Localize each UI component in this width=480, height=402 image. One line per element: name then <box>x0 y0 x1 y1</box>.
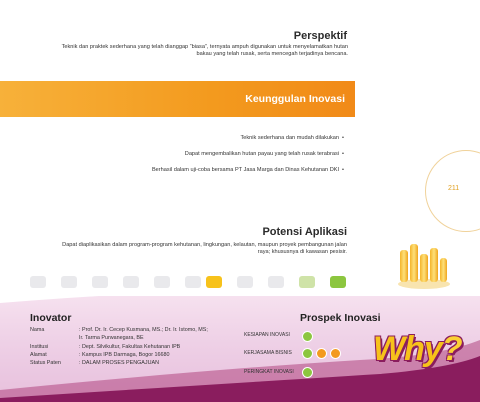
perspektif-text: Teknik dan praktek sederhana yang telah dianggap “biasa”, ternyata ampuh digunakan untuk menyelamatkan hutan bakau yang telah rusak, serta mencegah terjadinya bencana. <box>61 44 348 58</box>
keunggulan-item: Dapat mengembalikan hutan payau yang telah rusak terabrasi • <box>185 151 344 157</box>
prospek-label: KESIAPAN INOVASI <box>244 332 290 338</box>
inovator-label: Alamat <box>30 352 47 358</box>
prospek-title: Prospek Inovasi <box>300 312 381 324</box>
inovator-value: : Kampus IPB Darmaga, Bogor 16680 <box>79 352 170 358</box>
fishery-icon <box>154 276 170 288</box>
keunggulan-item: Berhasil dalam uji-coba bersama PT Jasa Marga dan Dinas Kehutanan DKI • <box>152 167 344 173</box>
perspektif-title: Perspektif <box>293 30 347 42</box>
coastal-icon <box>206 276 222 288</box>
business-icon <box>330 348 341 359</box>
animal-icon <box>92 276 108 288</box>
prospek-label: PERINGKAT INOVASI <box>244 369 294 375</box>
forestry-icon <box>30 276 46 288</box>
readiness-icon <box>302 331 313 342</box>
application-icon-strip <box>26 272 360 294</box>
transport-icon <box>237 276 253 288</box>
why-text: Why <box>373 330 442 368</box>
inovator-label: Institusi <box>30 344 49 350</box>
inovator-title: Inovator <box>30 312 72 324</box>
environment-icon <box>299 276 315 288</box>
potensi-text: Dapat diaplikasikan dalam program-program kehutanan, lingkungan, kelautan, maupun proyek pembangunan jalan raya; khususnya di kawasan pesisir. <box>62 242 347 256</box>
inovator-value: Ir. Tarma Purwanegara, BE <box>79 335 144 341</box>
tool-icon <box>185 276 201 288</box>
potensi-title: Potensi Aplikasi <box>262 226 347 238</box>
keunggulan-banner <box>0 81 355 117</box>
recycle-icon <box>330 276 346 288</box>
keunggulan-title: Keunggulan Inovasi <box>245 93 345 105</box>
business-icon <box>302 348 313 359</box>
business-icon <box>316 348 327 359</box>
prospek-label: KERJASAMA BISNIS <box>244 350 292 356</box>
water-icon <box>123 276 139 288</box>
inovator-label: Nama <box>30 327 45 333</box>
keunggulan-item: Teknik sederhana dan mudah dilakukan • <box>240 135 344 141</box>
cylinders-graphic <box>394 230 454 290</box>
why-logo <box>373 330 462 369</box>
page-number: 211 <box>448 185 460 192</box>
rating-icon <box>302 367 313 378</box>
building-icon <box>268 276 284 288</box>
plant-icon <box>61 276 77 288</box>
inovator-value: : DALAM PROSES PENGAJUAN <box>79 360 159 366</box>
why-question-mark: ? <box>441 330 462 368</box>
inovator-value: : Dept. Silvikultur, Fakultas Kehutanan IPB <box>79 344 181 350</box>
inovator-label: Status Paten <box>30 360 61 366</box>
inovator-value: : Prof. Dr. Ir. Cecep Kusmana, MS.; Dr. Ir. Istomo, MS; <box>79 327 208 333</box>
